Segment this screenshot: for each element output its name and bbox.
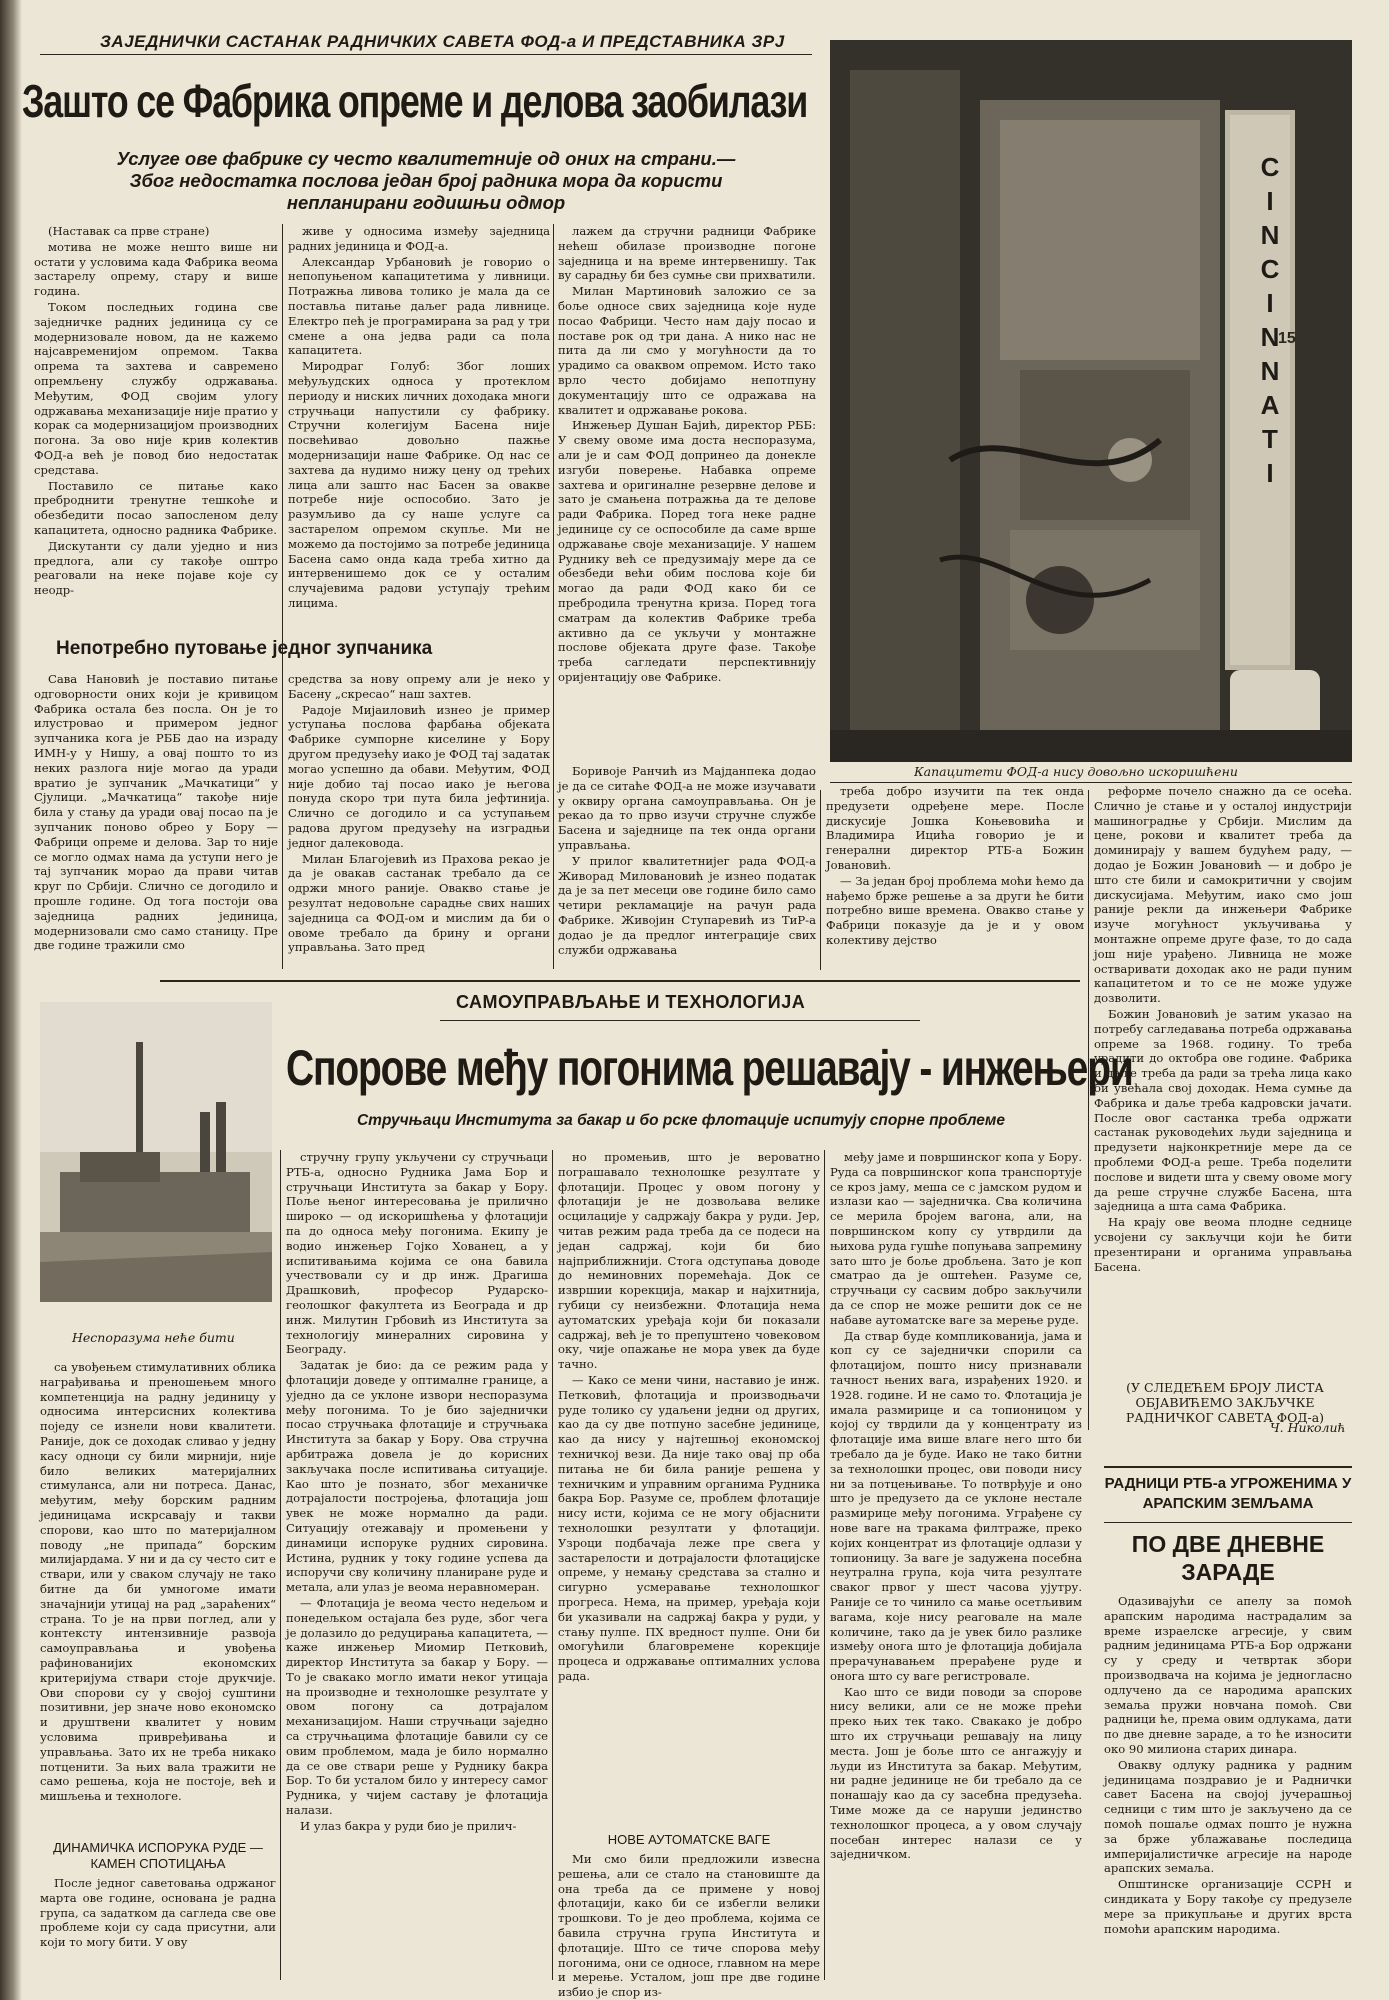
page-binding-edge bbox=[0, 0, 22, 2000]
paragraph: На крају ове веома плодне седнице усвојени су закључци који ће бити презентирани и органима управљања Басена. bbox=[1094, 1215, 1352, 1274]
caption-rule bbox=[830, 782, 1352, 783]
article2-col1-subhead: ДИНАМИЧКА ИСПОРУКА РУДЕ — КАМЕН СПОТИЦАЊА bbox=[53, 1840, 263, 1871]
article1-column-3 bbox=[558, 224, 816, 761]
article2-kicker: САМОУПРАВЉАЊЕ И ТЕХНОЛОГИЈА bbox=[456, 992, 806, 1012]
column-rule bbox=[552, 1150, 553, 1980]
article2-column-3-continued bbox=[558, 1852, 821, 2000]
article3-top-rule bbox=[1104, 1466, 1352, 1468]
article2-headline: Спорове међу погонима решавају - инжењери bbox=[286, 1040, 1133, 1096]
paragraph: реформе почело снажно да се осећа. Слично је стање и у осталој индустрији машиноградње у Србији. Мислим да цене, рокови и квалитет треба да доминирају у вашем будућем раду, — додао је Божин Јовановић — и добро је што сте били и самокритични у својим дискусијама. Међутим, иако смо још раније рекли да инжењери Фабрике изуче могућност укључивања у монтажне опреме друге фазе, то до сада још није урађено. Ливница не може остваривати доходак ако не ради пуним капацитетом и то се не може удуже дозволити. bbox=[1094, 784, 1352, 1006]
kicker-underline bbox=[440, 1020, 920, 1021]
column-rule bbox=[820, 790, 821, 970]
paragraph: Инжењер Душан Бајић, директор РББ: У свему овоме има доста неспоразума, али је и сам ФОД допринео да донекле изгуби поверење. Набавка опреме захтева и оригиналне резервне делове и зато је смањена потражња да те делове ради Фабрика. Поред тога неке радне јединице су се оспособиле да саме врше одржавање своје механизације. У нашем Руднику већ се предузимају мере да се обезбеди већи обим послова које би могао да ради ФОД како би се пребродила тренутна криза. Поред тога сматрам да колектив Фабрике треба активно да се укључи у монтажне послове објеката друге фазе. Такође треба сагледати перспективнију оријентацију ове Фабрике. bbox=[558, 418, 816, 684]
paragraph: Миродраг Голуб: Због лоших међуљудских односа у протеклом периоду и ниских личних доходака многи стручњаци напустили су фабрику. Стручни колегијум Басена није посвећивао довољно пажње модернизацији наше Фабрике. Од нас се захтева да нудимо нижу цену од трећих лица али зашто нас Басен за овакве потребе није оспособио. Зато је разумљиво да су наше услуге са застарелом опремом скупље. Ми не можемо да постојимо за потребе јединица Басена само онда када треба хитно да интервенишемо док се у осталим случајевима радови уступају трећим лицима. bbox=[288, 359, 550, 610]
article1-sub-column-2 bbox=[288, 672, 550, 970]
paragraph: — Флотација је веома често недељом и понедељком остајала без руде, због чега је долазило до редуцирања капацитета, — каже инжењер Миомир Петковић, директор Института за бакар у Бору. — То је свакако могло имати неког утицаја на производне и технолошке резултате у овом погону са дотрајалом механизацијом. Наши стручњаци заједно са стручњацима флотације бавили су се овим проблемом, мада је било нормално да се ове ствари реше у Руднику бакра Бор. То би усталом било у интересу самог Рудника, у чијем саставу је флотација налази. bbox=[286, 1595, 548, 1818]
article3-headline-line: ПО ДВЕ ДНЕВНЕ bbox=[1131, 1531, 1325, 1557]
deck-line: Због недостатка послова један број радника мора да користи bbox=[129, 170, 723, 191]
column-rule bbox=[282, 224, 283, 969]
paragraph: У прилог квалитетнијег рада ФОД-а Живорад Миловановић је изнео податак да је за пет месеци ове године било само четири рекламације на рачун рада Фабрике. Живојин Ступаревић из ТиР-а додао је да предлог интеграције свих служби одржавања bbox=[558, 853, 816, 957]
article1-author: Ч. Николић bbox=[1270, 1420, 1346, 1435]
article1-column-4 bbox=[558, 764, 816, 970]
paragraph: међу јаме и површинског копа у Бору. Руда са површинског копа транспортује се кроз јаму, меша се с јамском рудом и излази као — заједничка. Сва количина се мерила бројем вагона, али, на површинском копу су утврдили да њихова руда гушће попуњава запремину зато што је боље дробљена. Зато је коп сматрао да је оштећен. Разуме се, стручњаци су сасвим добро закључили да се спор не може решити док се не набаве аутоматске ваге за мерење руде. bbox=[830, 1150, 1082, 1327]
machine-photo bbox=[830, 40, 1352, 762]
column-rule bbox=[553, 224, 554, 969]
paragraph: Овакву одлуку радника у радним јединицама поздравио је и Раднички савет Басена на својој јучерашњој седници с тим што је закључено да се помоћ пошаље одмах пошто је нужна за брже ублажавање последица империјалистичке агресије на народе арапских земаља. bbox=[1104, 1757, 1352, 1876]
article1-column-6 bbox=[1094, 784, 1352, 1328]
paragraph: Сава Нановић је поставио питање одговорности оних који је кривицом Фабрика остала без посла. Он је то илустровао и примером једног зупчаника кога је РББ дао на израду ИМН-у у Нишу, а овај пошто то из неких разлога није могао да уради вратио је зупчаник „Мачкатици“ у Сјулици. „Мачкатица“ такође није била у стању да уради овај посао па је зупчаник поново обрео у Бору — Фабрици опреме и делова. Зар то није се могло одмах нама да уступи него је тај зупчаник морао да прави читав круг по Србији. Слично се догодило и прошле године. Од тога постоји ова заједница радних јединица, модернизовали смо само станицу. Пре две године тражили смо bbox=[34, 672, 278, 953]
article2-column-1-continued bbox=[40, 1876, 276, 1980]
factory-photo bbox=[40, 1002, 272, 1318]
column-rule bbox=[824, 1150, 825, 1980]
article2-column-4 bbox=[830, 1150, 1082, 1980]
article1-footnote: (У СЛЕДЕЋЕМ БРОЈУ ЛИСТА ОБЈАВИЋЕМО ЗАКЉУЧКЕ РАДНИЧКОГ САВЕТА ФОД-а) bbox=[1125, 1380, 1325, 1425]
column-rule bbox=[280, 1150, 281, 1980]
article3-headline bbox=[1104, 1530, 1352, 1586]
paragraph: стручну групу укључени су стручњаци РТБ-а, односно Рудника Јама Бор и стручњаци Института за бакар у Бору. Поље њеног интересовања је прилично широко — од искоришћења у флотацији па до односа међу погонима. Екипу је водио инжењер Гојко Хованец, а у испитивањима којима се она бавила учествовали су и др инж. Драгиша Драшковић, професор Рударско-геолошког факултета из Београда и др инж. Милутин Грбовић из Института за технологију минералних сировина у Београду. bbox=[286, 1150, 548, 1357]
paragraph: мотива не може нешто више ни остати у условима када Фабрика веома застарелу опрему, стару и више година. bbox=[34, 239, 278, 299]
article2-column-1 bbox=[40, 1360, 276, 1804]
article1-kicker: ЗАЈЕДНИЧКИ САСТАНАК РАДНИЧКИХ САВЕТА ФОД-а И ПРЕДСТАВНИКА ЗРЈ bbox=[100, 32, 785, 51]
paragraph: треба добро изучити па тек онда предузети одређене мере. После дискусије Јошка Коњевовића и Владимира Ицића говорио је и генерални директор РТБ-а Божин Јовановић. bbox=[826, 784, 1084, 872]
paragraph: Александар Урбановић је говорио о непопуњеном капацитетима у ливници. Потражња ливова толико је мала да се поставља питање даљег рада ливнице. Електро пећ је програмирана за рад у три смене а она једва ради са пола капацитета. bbox=[288, 254, 550, 358]
article3-kicker-line: РАДНИЦИ РТБ-а УГРОЖЕНИМА У bbox=[1104, 1475, 1352, 1492]
paragraph: — Како се мени чини, наставио је инж. Петковић, флотација и производњачи руде толико су удаљени једни од других, као да су две потпуно засебне јединице, као да нису у најтешњој економској техничкој вези. Да није тако овај пр оба питања не би била раније решена у техничким и управним органима Рудника бакра Бор. Разуме се, проблем флотације нису исти, којима се не могу објаснити технолошки резултати у флотацији. Узроци подбачаја леже пре свега у застарелости и дотрајалости флотацијске опреме, у немању средстава за стално и сигурно усмеравање технолошког прогреса. Нема, на пример, уређаја који би указивали на садржај бакра у руди, у стању пулпе. ПХ вредност пулпе. Они би омогућили благовремене корекције процеса и одржавање оптималних услова рада. bbox=[558, 1372, 820, 1683]
paragraph: Одазивајући се апелу за помоћ арапским народима настрадалим за време израелске агресије, у свим радним јединицама РТБ-а Бор одржани су у среду и четвртак збори производвача на којима је једногласно одлучено да се народима арапских земаља пружи новчана помоћ. Сви радници ће, према овим одлукама, дати по две дневне зараде, а то ће износити око 90 милиона старих динара. bbox=[1104, 1594, 1352, 1756]
paragraph: са увођењем стимулативних облика награђивања и преношењем много компетенција на радну јединицу у односима интерсисних колектива поједу се изнели нови квалитети. Раније, док се доходак сливао у једну касу одноци су били мирнији, није било великих материјалних стимуланса, али ни потреса. Данас, међутим, међу борским радним јединицама искрсавају и такви спорови, као што по материјалном поводу „не припада“ борским милијардама. У ни и да су често сит е ствари, или у сваком случају не тако битне да би умногоме имати значајнији утицај на рад „зараћених“ страна. То је на први поглед, али у контексту интензивније развоја самоуправљања и увођења рафинованијих економских критеријума ствари стоје друкчије. Ови спорови су у својој суштини позитивни, јер значе ново економско и друштвени квалитет у новим условима привређивања и управљања. Зато их не треба никако потценити. За њих вала тражити не само решења, која не постоје, већ и мишљења и технологе. bbox=[40, 1360, 276, 1804]
column-rule bbox=[1088, 790, 1089, 1430]
article1-column-5 bbox=[826, 784, 1084, 970]
paragraph: — За један број проблема моћи ћемо да нађемо брже решење а за други ће бити потребно више времена. Овакво стање у Фабрици показује да је и у овом колективу дејство bbox=[826, 873, 1084, 947]
machine-photo-caption: Капацитети ФОД-а нису довољно искоришћени bbox=[914, 764, 1238, 779]
paragraph: Општинске организације ССРН и синдиката у Бору такође су предузеле мере за прикупљање и других врста помоћи арапским народима. bbox=[1104, 1877, 1352, 1936]
paragraph: Ми смо били предложили извесна решења, али се стало на становиште да она треба да се примене у новој флотацији, како би се избегли велики трошкови. То је део проблема, којима се бавила стручна група Института и флотације. Што се тиче спорова међу погонима, они се односе, главном на мере и мерење. Усталом, још пре две године избио је спор из- bbox=[558, 1852, 821, 2000]
paragraph: Милан Мартиновић заложио се за боље односе свих заједница које нуде посао Фабрици. Често нам дају посао и поставе рок од три дана. А нико нас не пита да ли смо у могућности да то урадимо са оваквом опремом. Исто тако врло често добијамо непотпуну документацију што се одражава на квалитет и одржавање рокова. bbox=[558, 284, 816, 417]
paragraph: лажем да стручни радници Фабрике нећеш обилазе производне погоне заједница и на време интервенишу. Так ву сарадњу би без сумње сви прихватили. bbox=[558, 224, 816, 283]
machine-brand-label: CINCINNATI bbox=[1260, 152, 1280, 488]
deck-line: Услуге ове фабрике су често квалитетније од оних на страни.— bbox=[116, 148, 736, 169]
deck-line: непланирани годишњи одмор bbox=[286, 192, 566, 213]
paragraph: Боривоје Ранчић из Мајданпека додао је да се ситаће ФОД-а не може изучавати у оквиру органа самоуправљања. Он је рекао да то прво изучи стручне службе Басена и заједнице па тек онда органи управљања. bbox=[558, 764, 816, 852]
article2-deck: Стручњаци Института за бакар и бо рске флотације испитују спорне проблеме bbox=[356, 1112, 1006, 1129]
paragraph: После једног саветовања одржаног марта ове године, основана је радна група, са задатком да сагледа све ове проблеме који су сада присутни, али који то могу бити. У ову bbox=[40, 1876, 276, 1950]
article1-column-2 bbox=[288, 224, 550, 624]
paragraph: Као што се види поводи за спорове нису велики, али се не може прећи преко њих тек тако. Свакако је добро што их стручњаци решавају на лицу места. Још је боље што се ангажују и људи из Института за бакар. Међутим, ни радне јединице не би требало да се понашају као да су засебна предузећа. Тиме може да се наруши јединство технолошког процеса, а у овом случају посебан интерес налази се у заједничком. bbox=[830, 1684, 1082, 1862]
paragraph: Дискутанти су дали уједно и низ предлога, али су такође оштро реаговали на неке појаве које су неодр- bbox=[34, 538, 278, 598]
paragraph: И улаз бакра у руди био је прилич- bbox=[300, 1818, 517, 1833]
article1-sub-column-1 bbox=[34, 672, 278, 970]
paragraph: Радоје Мијаиловић изнео је пример уступања послова фарбања објеката Фабрике сумпорне киселине у Бору другом предузећу иако је ФОД тај задатак могао успешно да обави. Међутим, ФОД није добио тај посао иако је његова понуда скоро три пута била јефтинија. Слично се догодило и са уступањем радова другом предузећу на изградњи једног далековода. bbox=[288, 702, 550, 850]
paragraph: Током последњих година све заједничке радних јединица су се модернизовале новом, да не кажемо најсавременијом опремом. Таква опрема та захтева и савремено опремљену службу одржавања. Међутим, ФОД својим улогу одржавања механизације није пратио у корак са модернизацијом производних погона. За ово није крив колектив ФОД-а већ је повод био недостатак средстава. bbox=[34, 299, 278, 477]
article2-col3-subhead: НОВЕ АУТОМАТСКЕ ВАГЕ bbox=[607, 1832, 771, 1847]
section-rule bbox=[160, 980, 1080, 982]
machine-number: 15 bbox=[1278, 330, 1296, 347]
paragraph: Да ствар буде компликованија, јама и коп су се заједнички спорили са флотацијом, пошто нису признавали тачност њених вага, израђених 1920. и 1928. године. И не само то. Флотација је имала размирице и са топионицом у којој су тврдили да у концентрату из флотације има више влаге него што би требало да је буде. Иако не тако битни за технолошки процес, ови поводи нису ни за потцењивање. То потврђује и оно што је предузето да се уклоне нестале размирице међу погонима. Уграђене су нове ваге на тракама филтраже, преко којих концентрат из флотације одлази у топионицу. За ваге је задужена посебна неутрална група, која чита резултате сваког првог у шест часова ујутру. Раније се то чинило са мање осетљивим вагама, које нису реаговале на мале количине, тако да је увек било разлике између онога што је флотација добијала прерачунавањем прерађене руде и онога што су ваге регистровале. bbox=[830, 1328, 1082, 1683]
paragraph: (Наставак са прве стране) bbox=[48, 224, 210, 238]
paragraph: Милан Благојевић из Прахова рекао је да је овакав састанак требало да се одржи много раније. Овакво стање је резултат недовољне сарадње свих наших заједница са ФОД-ом и мислим да би о овоме требало да брину и органи управљања. Зато пред bbox=[288, 851, 550, 955]
article3-kicker-rule bbox=[1104, 1522, 1352, 1523]
article3-kicker bbox=[1104, 1474, 1352, 1514]
paragraph: Поставило се питање како преброднити тренутне тешкоће и обезбедити посао запосленом делу капацитета, односно радника Фабрике. bbox=[34, 478, 278, 537]
paragraph: Задатак је био: да се режим рада у флотацији доведе у оптималне границе, а уједно да се уклоне извори неспоразума међу погонима. То је био заједнички посао стручњака флотације и стручњака Института за бакар у Бору. Ова стручна арбитража довела је до корисних закључака после испитивања ситуације. Као што је познато, због механичке дотрајалости постројења, флотација још увек не може нормално да ради. Ситуацију отежавају и промењени у динамици испоруке рудних сировина. Истина, рудник у току године успева да испоручи сву количину планиране руде и метала, али улаз је веома неравномеран. bbox=[286, 1358, 548, 1595]
paragraph: живе у односима између заједница радних јединица и ФОД-а. bbox=[288, 224, 550, 253]
article2-column-3 bbox=[558, 1150, 820, 1830]
article1-deck bbox=[40, 148, 812, 214]
article3-kicker-line: АРАПСКИМ ЗЕМЉАМА bbox=[1142, 1495, 1314, 1512]
paragraph: средства за нову опрему али је неко у Басену „скресао“ наш захтев. bbox=[288, 672, 550, 701]
paragraph: но промењив, што је вероватно пограшавало технолошке резултате у флотацији. Процес у овом погону у флотацији је не дозвољава велике осцилације у садржају бакра у руди. Јер, читав режим рада треба да се подеси на један садржај, који би био најприближнији. Стога одступања доводе до неминовних поремећаја. Док се извршии корекција, макар и најхитнија, губици су неизбежни. Флотација нема аутоматских уређаја који би показали садржај, већ је то препуштено човековом оку, чије опажање не мора увек да буде тачно. bbox=[558, 1150, 820, 1372]
article2-column-2 bbox=[286, 1150, 548, 1980]
article1-headline: Зашто се Фабрика опреме и делова заобилази bbox=[22, 75, 808, 127]
article1-column-1 bbox=[34, 224, 278, 624]
article1-subhead: Непотребно путовање једног зупчаника bbox=[56, 638, 433, 659]
article3-headline-line: ЗАРАДЕ bbox=[1181, 1559, 1275, 1585]
factory-illustration bbox=[40, 1002, 272, 1318]
kicker-rule bbox=[40, 54, 812, 55]
article3-body bbox=[1104, 1594, 1352, 1980]
paragraph: Божин Јовановић је затим указао на потребу сагледавања потреба одржавања опреме за 1968. годину. То треба урадити до октобра ове године. Фабрика и даље треба да ради за трећа лица како би увећала свој доходак. Нема сумње да Фабрика и даље треба кадровски јачати. После овог састанка треба одржати састанак руководећих људи заједница и предузети најконкретније мере да се проблеми ФОД-а реше. Треба поделити послове и видети шта у свему овоме могу да реше стручне службе Басена, шта заједница а шта сама Фабрика. bbox=[1094, 1006, 1352, 1214]
factory-photo-caption: Неспоразума неће бити bbox=[72, 1330, 235, 1345]
